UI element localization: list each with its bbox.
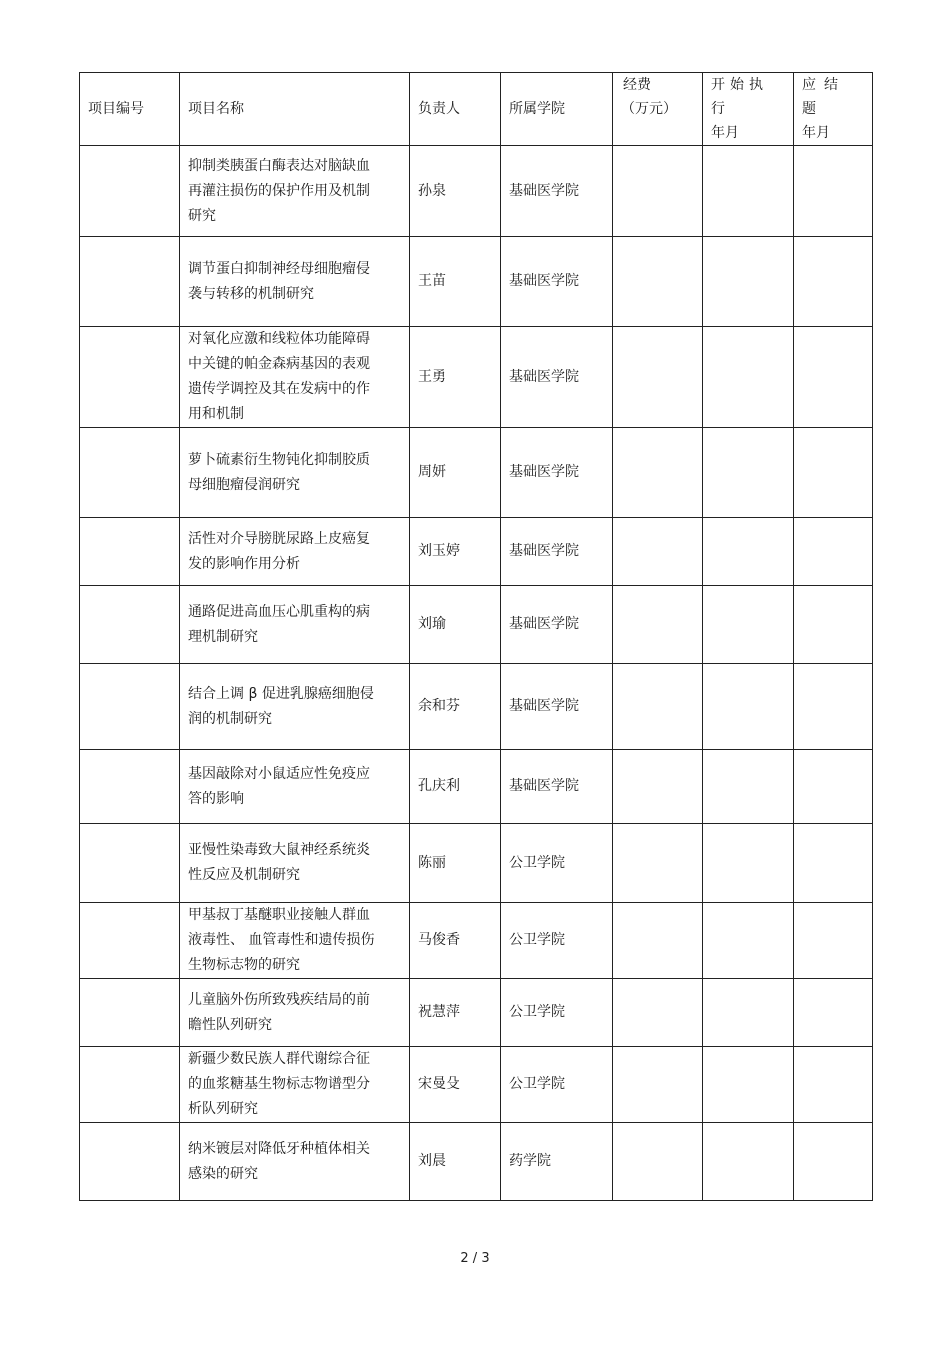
cell-funding bbox=[613, 518, 703, 586]
cell-project-name: 新疆少数民族人群代谢综合征的血浆糖基生物标志物谱型分析队列研究 bbox=[180, 1047, 410, 1123]
table-row bbox=[80, 979, 873, 1047]
cell-end bbox=[794, 1123, 873, 1201]
header-end-line2: 年月 bbox=[802, 125, 830, 141]
table-row bbox=[80, 1123, 873, 1201]
page-number: 2 / 3 bbox=[460, 1251, 490, 1266]
cell-project-name: 亚慢性染毒致大鼠神经系统炎性反应及机制研究 bbox=[180, 824, 410, 903]
cell-leader: 刘瑜 bbox=[410, 586, 501, 664]
cell-end bbox=[794, 237, 873, 327]
header-name: 项目名称 bbox=[180, 73, 410, 146]
cell-funding bbox=[613, 586, 703, 664]
cell-project-name: 萝卜硫素衍生物钝化抑制胶质母细胞瘤侵润研究 bbox=[180, 428, 410, 518]
cell-end bbox=[794, 327, 873, 428]
cell-code bbox=[80, 903, 180, 979]
cell-project-name: 调节蛋白抑制神经母细胞瘤侵袭与转移的机制研究 bbox=[180, 237, 410, 327]
cell-funding bbox=[613, 1123, 703, 1201]
cell-end bbox=[794, 586, 873, 664]
cell-leader: 周妍 bbox=[410, 428, 501, 518]
cell-start bbox=[703, 1047, 794, 1123]
table-row bbox=[80, 518, 873, 586]
header-funding-line1: 经费 bbox=[623, 77, 651, 93]
table-row bbox=[80, 146, 873, 237]
cell-start bbox=[703, 237, 794, 327]
cell-project-name: 对氧化应激和线粒体功能障碍中关键的帕金森病基因的表观遗传学调控及其在发病中的作用和机制 bbox=[180, 327, 410, 428]
cell-code bbox=[80, 428, 180, 518]
header-funding bbox=[613, 73, 703, 146]
header-end-line1: 应结题 bbox=[802, 77, 846, 117]
cell-start bbox=[703, 428, 794, 518]
table-row bbox=[80, 428, 873, 518]
cell-code bbox=[80, 750, 180, 824]
cell-end bbox=[794, 518, 873, 586]
cell-leader: 孙泉 bbox=[410, 146, 501, 237]
cell-funding bbox=[613, 750, 703, 824]
cell-funding bbox=[613, 428, 703, 518]
cell-project-name: 通路促进高血压心肌重构的病理机制研究 bbox=[180, 586, 410, 664]
cell-start bbox=[703, 664, 794, 750]
header-college: 所属学院 bbox=[501, 73, 613, 146]
cell-leader: 王苗 bbox=[410, 237, 501, 327]
cell-code bbox=[80, 327, 180, 428]
cell-leader: 王勇 bbox=[410, 327, 501, 428]
cell-leader: 孔庆利 bbox=[410, 750, 501, 824]
cell-funding bbox=[613, 824, 703, 903]
cell-start bbox=[703, 586, 794, 664]
table-row bbox=[80, 750, 873, 824]
cell-end bbox=[794, 824, 873, 903]
table-row bbox=[80, 664, 873, 750]
table-row bbox=[80, 586, 873, 664]
cell-funding bbox=[613, 1047, 703, 1123]
cell-code bbox=[80, 146, 180, 237]
cell-college: 基础医学院 bbox=[501, 750, 613, 824]
cell-start bbox=[703, 824, 794, 903]
cell-funding bbox=[613, 146, 703, 237]
cell-leader: 马俊香 bbox=[410, 903, 501, 979]
cell-funding bbox=[613, 327, 703, 428]
cell-college: 公卫学院 bbox=[501, 1047, 613, 1123]
cell-start bbox=[703, 146, 794, 237]
cell-end bbox=[794, 1047, 873, 1123]
cell-college: 基础医学院 bbox=[501, 146, 613, 237]
cell-code bbox=[80, 518, 180, 586]
cell-end bbox=[794, 750, 873, 824]
cell-college: 基础医学院 bbox=[501, 518, 613, 586]
cell-funding bbox=[613, 237, 703, 327]
cell-project-name: 活性对介导膀胱尿路上皮癌复发的影响作用分析 bbox=[180, 518, 410, 586]
header-start bbox=[703, 73, 794, 146]
cell-college: 基础医学院 bbox=[501, 327, 613, 428]
cell-leader: 祝慧萍 bbox=[410, 979, 501, 1047]
cell-project-name: 纳米镀层对降低牙种植体相关感染的研究 bbox=[180, 1123, 410, 1201]
cell-start bbox=[703, 979, 794, 1047]
cell-college: 药学院 bbox=[501, 1123, 613, 1201]
cell-college: 基础医学院 bbox=[501, 237, 613, 327]
cell-end bbox=[794, 146, 873, 237]
cell-code bbox=[80, 664, 180, 750]
header-code: 项目编号 bbox=[80, 73, 180, 146]
cell-leader: 宋曼殳 bbox=[410, 1047, 501, 1123]
header-start-line1: 开始执行 bbox=[711, 77, 768, 117]
cell-college: 基础医学院 bbox=[501, 428, 613, 518]
table-row bbox=[80, 327, 873, 428]
cell-start bbox=[703, 518, 794, 586]
cell-project-name: 抑制类胰蛋白酶表达对脑缺血再灌注损伤的保护作用及机制研究 bbox=[180, 146, 410, 237]
cell-funding bbox=[613, 664, 703, 750]
project-table bbox=[79, 72, 873, 1201]
cell-project-name: 结合上调 β 促进乳腺癌细胞侵润的机制研究 bbox=[180, 664, 410, 750]
table-row bbox=[80, 1047, 873, 1123]
cell-college: 公卫学院 bbox=[501, 903, 613, 979]
table-header-row bbox=[80, 73, 873, 146]
table-row bbox=[80, 824, 873, 903]
cell-college: 公卫学院 bbox=[501, 979, 613, 1047]
cell-funding bbox=[613, 903, 703, 979]
table-row bbox=[80, 903, 873, 979]
table-row bbox=[80, 237, 873, 327]
cell-code bbox=[80, 1123, 180, 1201]
cell-college: 基础医学院 bbox=[501, 586, 613, 664]
cell-start bbox=[703, 1123, 794, 1201]
cell-code bbox=[80, 586, 180, 664]
cell-funding bbox=[613, 979, 703, 1047]
cell-end bbox=[794, 903, 873, 979]
cell-end bbox=[794, 664, 873, 750]
header-leader: 负责人 bbox=[410, 73, 501, 146]
cell-leader: 陈丽 bbox=[410, 824, 501, 903]
cell-leader: 余和芬 bbox=[410, 664, 501, 750]
cell-college: 基础医学院 bbox=[501, 664, 613, 750]
cell-project-name: 甲基叔丁基醚职业接触人群血液毒性、 血管毒性和遗传损伤生物标志物的研究 bbox=[180, 903, 410, 979]
cell-code bbox=[80, 1047, 180, 1123]
cell-code bbox=[80, 824, 180, 903]
cell-college: 公卫学院 bbox=[501, 824, 613, 903]
cell-start bbox=[703, 903, 794, 979]
cell-code bbox=[80, 979, 180, 1047]
header-start-line2: 年月 bbox=[711, 125, 739, 141]
header-end bbox=[794, 73, 873, 146]
cell-leader: 刘玉婷 bbox=[410, 518, 501, 586]
cell-project-name: 儿童脑外伤所致残疾结局的前瞻性队列研究 bbox=[180, 979, 410, 1047]
cell-start bbox=[703, 327, 794, 428]
cell-end bbox=[794, 428, 873, 518]
cell-code bbox=[80, 237, 180, 327]
cell-leader: 刘晨 bbox=[410, 1123, 501, 1201]
cell-end bbox=[794, 979, 873, 1047]
cell-project-name: 基因敲除对小鼠适应性免疫应答的影响 bbox=[180, 750, 410, 824]
header-funding-line2: （万元） bbox=[621, 101, 677, 117]
cell-start bbox=[703, 750, 794, 824]
